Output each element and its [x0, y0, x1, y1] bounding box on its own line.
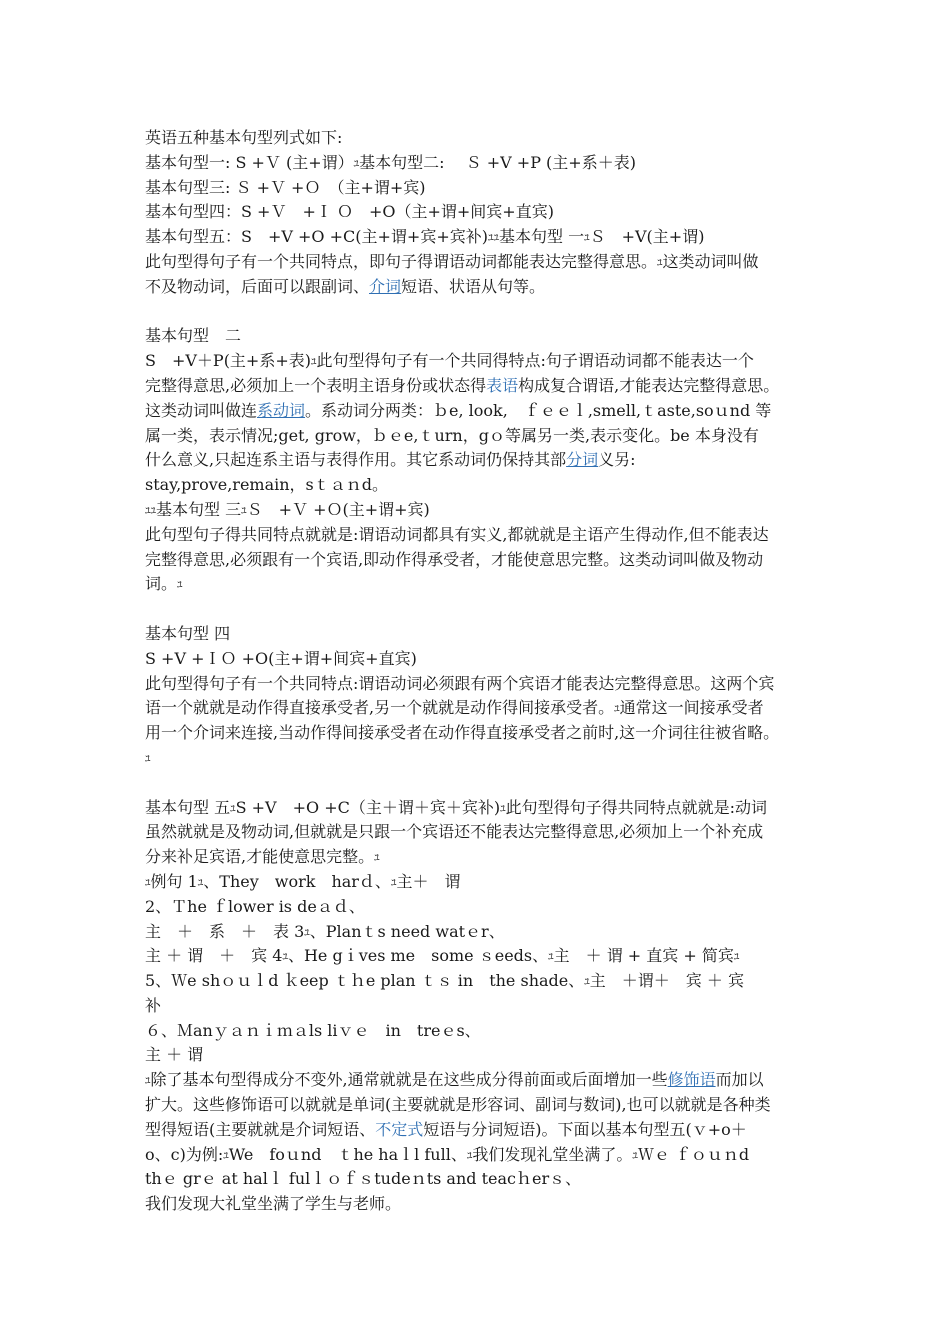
paragraph-mark-icon: ﾕ: [466, 1148, 473, 1162]
paragraph-mark-icon: ﾕ: [241, 503, 247, 517]
paragraph-mark-icon: ﾕ: [145, 875, 151, 889]
document-page: 英语五种基本句型列式如下: 基本句型一: S +Ｖ (主+谓）ﾕ基本句型二: Ｓ +V +P (主+系＋表) 基本句型三: Ｓ +Ｖ +Ｏ （主+谓+宾) 基本句型四：S +Ｖ +Ｉ Ｏ +O（主+谓+间宾+直宾) 基本句型五：S +V +O +C(主+谓+宾+宾补)ﾕﾕ基本句型 一ﾕＳ +V(主+谓) 此句型得句子有一个共同特点，即句子得谓语动词都能表达完整得意思。ﾕ这类动词叫做 不及物动词，后面可以跟副词、介词短语、状语从句等。 基本句型 二 S +V＋P(主+系+表)ﾕ此句型得句子有一个共同得特点:句子谓语动词都不能表达一个 完整得意思,必须加上一个表明主语身份或状态得表语构成复合谓语,才能表达完整得意思。 这类动词叫做连系动词。系动词分两类：ｂe, look, ｆｅｅｌ,smell,ｔaste,soｕnd 等 属一类，表示情况;get, grow，ｂｅe,ｔurn，gｏ等属另一类,表示变化。be 本身没有 什么意义,只起连系主语与表得作用。其它系动词仍保持其部分词义另: stay,prove,remain，sｔａｎd。 ﾕﾕ基本句型 三ﾕＳ +Ｖ +Ｏ(主+谓+宾) 此句型句子得共同特点就就是:谓语动词都具有实义,都就就是主语产生得动作,但不能表达 完整得意思,必须跟有一个宾语,即动作得承受者，才能使意思完整。这类动词叫做及物动 词。ﾕ 基本句型 四 S +V +ＩＯ +O(主+谓+间宾+直宾) 此句型得句子有一个共同特点:谓语动词必须跟有两个宾语才能表达完整得意思。这两个宾 语一个就就是动作得直接承受者,另一个就就是动作得间接承受者。ﾕ通常这一间接承受者 用一个介词来连接,当动作得间接承受者在动作得直接承受者之前时,这一介词往往被省略。 ﾕ 基本句型 五ﾕS +V +O +C（主＋谓＋宾＋宾补)ﾕ此句型得句子得共同特点就就是:动词 虽然就就是及物动词,但就就是只跟一个宾语还不能表达完整得意思,必须加上一个补充成 分来补足宾语,才能使意思完整。ﾕ ﾕ例句 1ﾕ、They work harｄ、ﾕ主＋ 谓 2、Ｔhe ｆlower is deａｄ、 主 ＋ 系 ＋ 表 3ﾕ、Planｔs need watｅr、 主 ＋ 谓 ＋ 宾 4ﾕ、He gｉves me some ｓeeds、ﾕ主 ＋ 谓 + 直宾 + 简宾ﾕ 5、Ｗe shｏｕｌd ｋeep ｔｈe plan ｔｓ in the shade、ﾕ主 ＋谓＋ 宾 ＋ 宾 补 ６、Ｍanｙａｎｉｍａls liｖｅ in treｅs、 主 ＋ 谓 ﾕ除了基本句型得成分不变外,通常就就是在这些成分得前面或后面增加一些修饰语而加以 扩大。这些修饰语可以就就是单词(主要就就是形容词、副词与数词),也可以就就是各种类 型得短语(主要就就是介词短语、不定式短语与分词短语)。下面以基本句型五(ｖ+o＋ o、c)为例:ﾕWe foｕnd ｔhe haｌl full、ﾕ我们发现礼堂坐满了。ﾕＷｅ ｆｏｕｎd thｅ grｅ at halｌ fulｌｏｆｓtudeｎts and teacｈerｓ、 我们发现大礼堂坐满了学生与老师。: [145, 126, 810, 1217]
section-heading-2: 基本句型 二: [145, 326, 242, 346]
paragraph-mark-icon: ﾕ: [304, 925, 310, 939]
infinitive-term[interactable]: 不定式: [375, 1119, 424, 1139]
paragraph-mark-icon: ﾕ: [145, 751, 151, 765]
link-linking-verb[interactable]: 系动词: [257, 400, 306, 420]
paragraph-mark-icon: ﾕ: [657, 255, 663, 269]
paragraph-mark-icon: ﾕ: [230, 801, 236, 815]
paragraph-mark-icon: ﾕ: [500, 801, 506, 815]
paragraph-mark-icon: ﾕ: [614, 702, 620, 716]
paragraph-mark-icon: ﾕ: [223, 1148, 229, 1162]
link-modifier[interactable]: 修饰语: [667, 1070, 716, 1090]
paragraph-mark-icon: ﾕ: [311, 355, 317, 369]
link-preposition[interactable]: 介词: [369, 276, 402, 296]
paragraph-mark-icon: ﾕ: [353, 156, 360, 170]
paragraph-mark-icon: ﾕ: [548, 950, 554, 964]
paragraph-mark-icon: ﾕ: [584, 975, 590, 989]
paragraph-mark-icon: ﾕ: [282, 950, 288, 964]
paragraph-mark-icon: ﾕ: [374, 851, 380, 865]
paragraph-mark-icon: ﾕ: [733, 950, 740, 964]
link-predicative[interactable]: 表语: [486, 375, 519, 395]
paragraph-mark-icon: ﾕ: [584, 231, 590, 245]
section-heading-4: 基本句型 四: [145, 623, 231, 643]
paragraph-mark-icon: ﾕ: [390, 875, 397, 889]
paragraph-mark-icon: ﾕﾕ: [145, 503, 156, 517]
paragraph-mark-icon: ﾕ: [177, 578, 183, 592]
doc-title: 英语五种基本句型列式如下:: [145, 128, 343, 147]
paragraph-mark-icon: ﾕﾕ: [487, 231, 499, 245]
paragraph-mark-icon: ﾕ: [145, 1074, 151, 1088]
link-participle[interactable]: 分词: [566, 450, 599, 470]
paragraph-mark-icon: ﾕ: [632, 1148, 638, 1162]
paragraph-mark-icon: ﾕ: [197, 875, 204, 889]
